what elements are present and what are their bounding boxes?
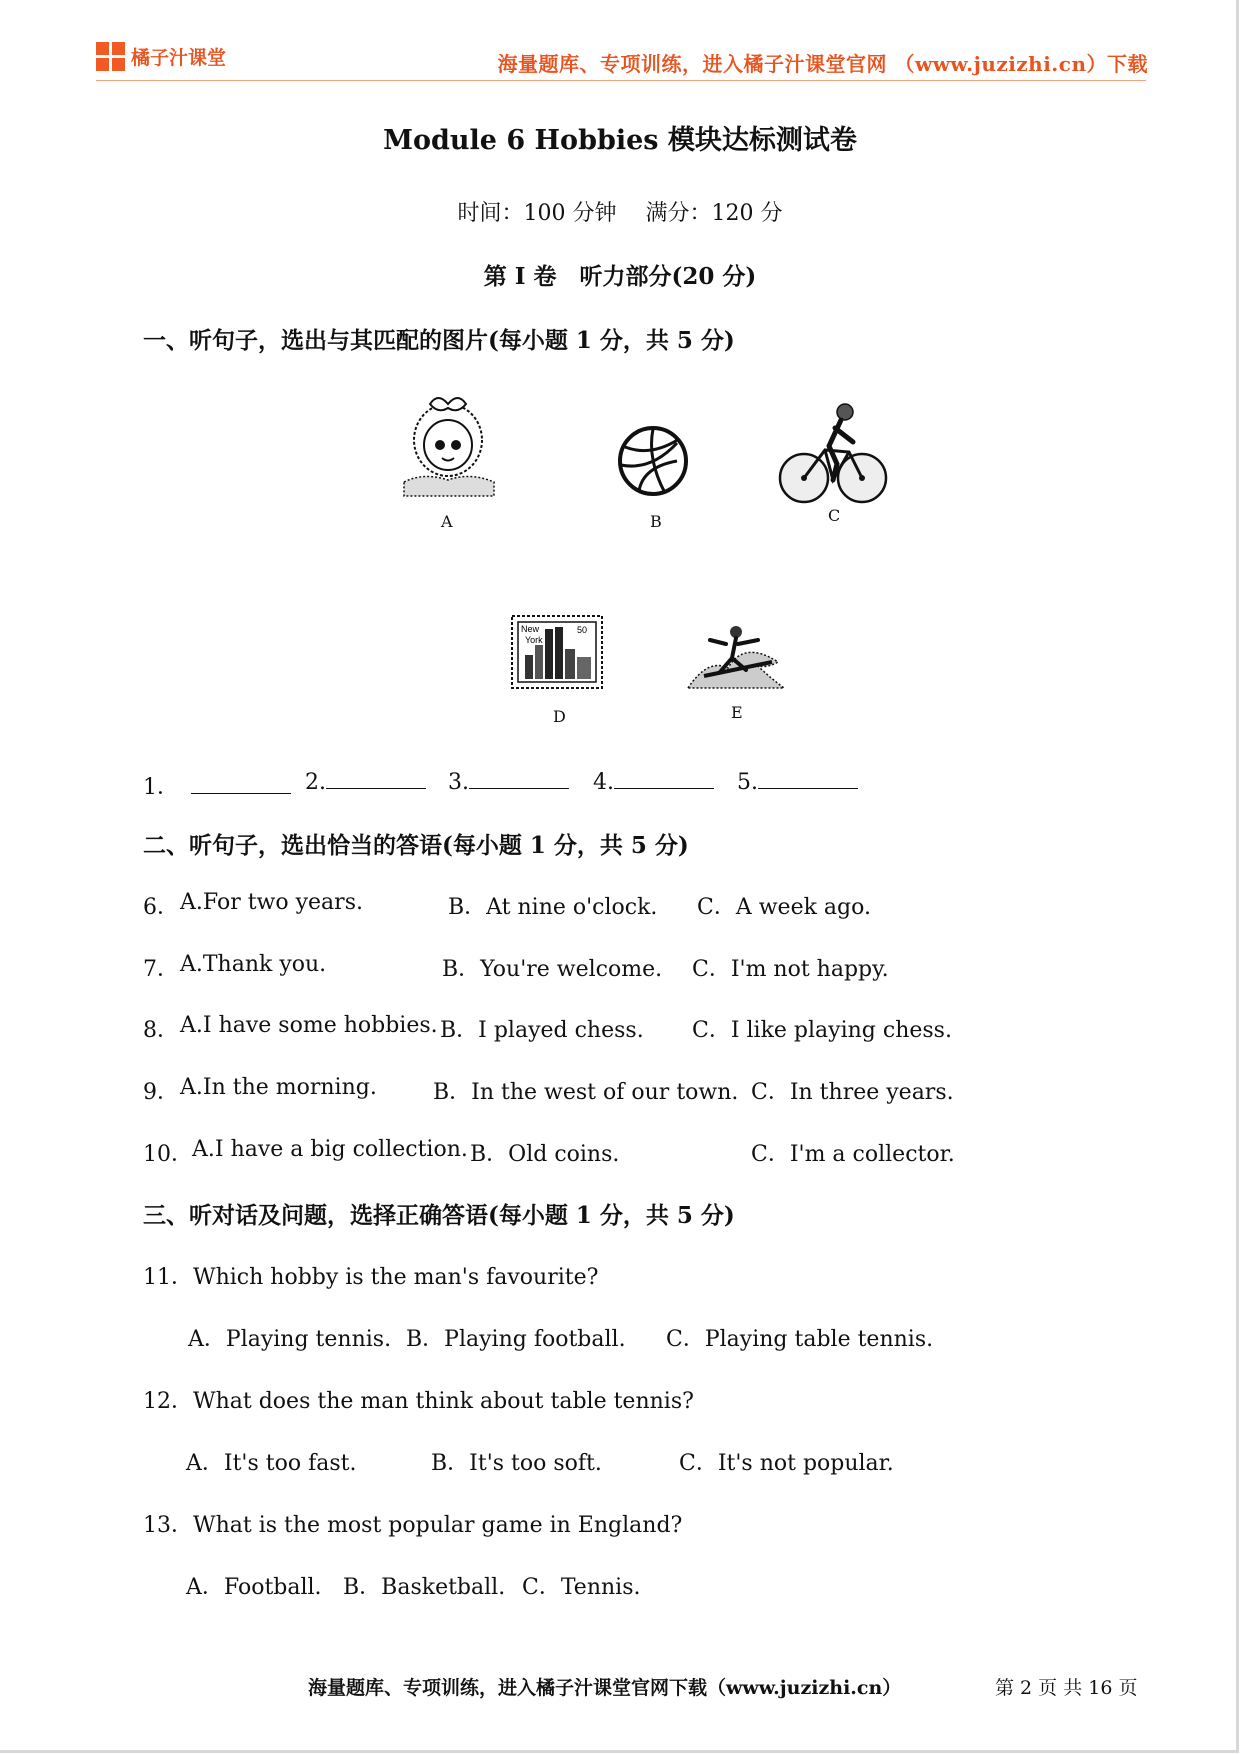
- option-c[interactable]: C．Playing table tennis.: [666, 1327, 934, 1352]
- picture-label-c: C: [828, 506, 841, 525]
- option-c[interactable]: C．It's not popular.: [679, 1451, 894, 1476]
- section2-heading: 二、听句子，选出恰当的答语(每小题 1 分，共 5 分): [143, 832, 689, 859]
- option-a[interactable]: A.For two years.: [180, 890, 363, 915]
- brand-logo[interactable]: [96, 42, 226, 71]
- part-title: 第 Ⅰ 卷 听力部分(20 分): [483, 263, 757, 290]
- question-number: 8．: [143, 1018, 179, 1043]
- stamp-new-text: New: [521, 624, 540, 634]
- footer-tagline: 海量题库、专项训练，进入橘子汁课堂官网下载（www.juzizhi.cn）: [308, 1677, 902, 1699]
- option-b[interactable]: B．In the west of our town.: [433, 1080, 739, 1105]
- option-b[interactable]: B．You're welcome.: [442, 957, 663, 982]
- header-divider: [96, 80, 1146, 81]
- question-number: 7．: [143, 957, 179, 982]
- answer-blank-4[interactable]: 4.: [593, 770, 714, 795]
- stamp-york-text: York: [525, 635, 543, 645]
- option-a[interactable]: A．Football.: [186, 1575, 322, 1600]
- cyclist-picture: [777, 402, 889, 506]
- question-stem: 13．What is the most popular game in England?: [143, 1513, 683, 1538]
- option-b[interactable]: B．Playing football.: [406, 1327, 626, 1352]
- question-number: 9．: [143, 1080, 179, 1105]
- brand-name: 橘子汁课堂: [131, 47, 227, 69]
- page-number: 第 2 页 共 16 页: [995, 1677, 1138, 1699]
- picture-label-e: E: [731, 703, 743, 722]
- girl-picture: [400, 390, 500, 500]
- option-a[interactable]: A.In the morning.: [180, 1075, 377, 1100]
- section3-heading: 三、听对话及问题，选择正确答语(每小题 1 分，共 5 分): [143, 1202, 735, 1229]
- stamp-value-text: 50: [577, 625, 588, 635]
- section1-heading: 一、听句子，选出与其匹配的图片(每小题 1 分，共 5 分): [143, 327, 735, 354]
- answer-blank-5[interactable]: 5.: [737, 770, 858, 795]
- option-c[interactable]: C．I'm not happy.: [692, 957, 889, 982]
- option-c[interactable]: C．I like playing chess.: [692, 1018, 952, 1043]
- surfer-picture: [686, 622, 786, 692]
- question-stem: 11．Which hobby is the man's favourite?: [143, 1265, 599, 1290]
- stamp-picture: [511, 615, 603, 689]
- picture-label-d: D: [553, 707, 566, 726]
- option-c[interactable]: C．I'm a collector.: [751, 1142, 955, 1167]
- header-tagline: 海量题库、专项训练，进入橘子汁课堂官网 （www.juzizhi.cn）下载: [497, 52, 1148, 76]
- option-b[interactable]: B．Basketball.: [343, 1575, 506, 1600]
- option-a[interactable]: A.I have some hobbies.: [180, 1013, 438, 1038]
- option-c[interactable]: C．A week ago.: [697, 895, 871, 920]
- answer-blank-2[interactable]: 2.: [305, 770, 426, 795]
- option-b[interactable]: B．It's too soft.: [431, 1451, 602, 1476]
- page-title: Module 6 Hobbies 模块达标测试卷: [383, 125, 857, 156]
- answer-blank-3[interactable]: 3.: [448, 770, 569, 795]
- option-c[interactable]: C．In three years.: [751, 1080, 954, 1105]
- question-number: 6．: [143, 895, 179, 920]
- logo-icon: [96, 42, 125, 71]
- answer-blank-1[interactable]: 1．: [143, 770, 291, 801]
- option-a[interactable]: A.Thank you.: [180, 952, 327, 977]
- volleyball-picture: [617, 425, 689, 497]
- option-b[interactable]: B．At nine o'clock.: [448, 895, 658, 920]
- question-number: 10．: [143, 1142, 193, 1167]
- option-a[interactable]: A.I have a big collection.: [192, 1137, 468, 1162]
- picture-label-b: B: [650, 512, 662, 531]
- exam-time-score: 时间：100 分钟 满分：120 分: [457, 201, 783, 226]
- option-b[interactable]: B．Old coins.: [470, 1142, 620, 1167]
- option-a[interactable]: A．It's too fast.: [186, 1451, 357, 1476]
- question-stem: 12．What does the man think about table tennis?: [143, 1389, 694, 1414]
- option-a[interactable]: A．Playing tennis.: [188, 1327, 392, 1352]
- option-c[interactable]: C．Tennis.: [522, 1575, 641, 1600]
- option-b[interactable]: B．I played chess.: [440, 1018, 644, 1043]
- picture-label-a: A: [441, 512, 453, 531]
